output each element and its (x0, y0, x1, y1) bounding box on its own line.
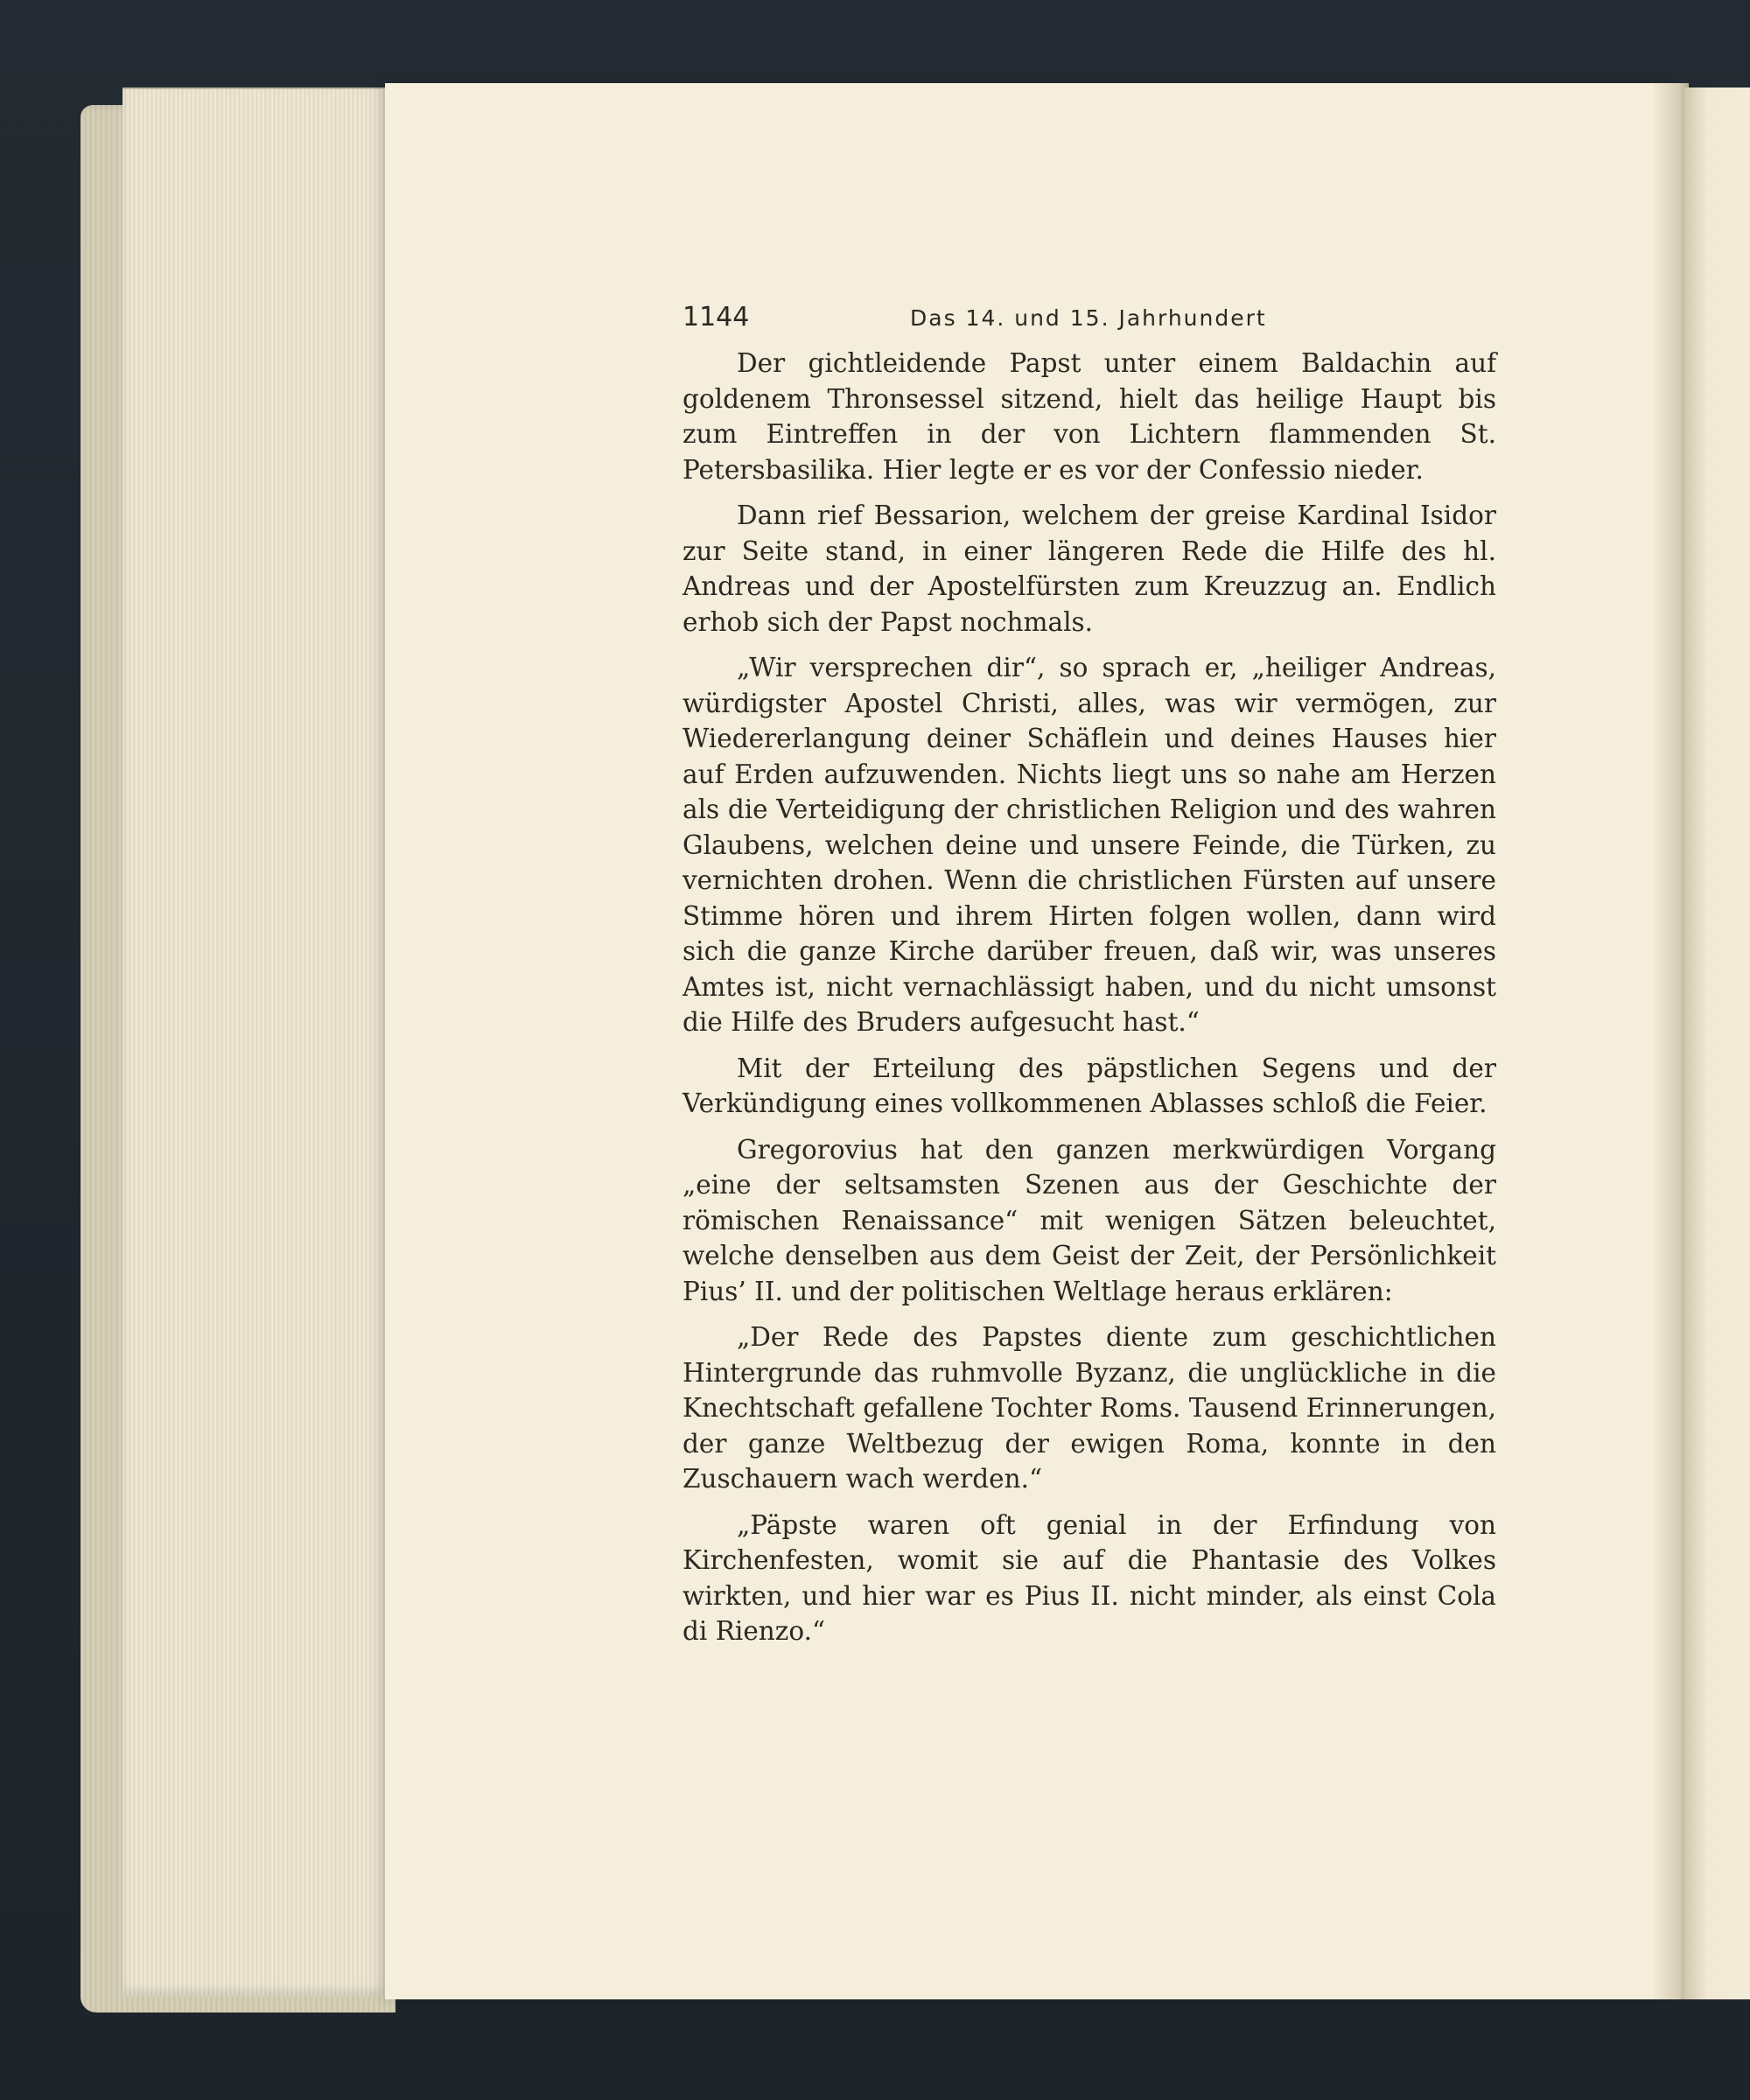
paragraph: „Päpste waren oft genial in der Erfindung von Kirchenfesten, womit sie auf die Phantasie des Volkes wirkten, und hier war es Pius II. nicht minder, als einst Cola di Rienzo.“ (682, 1509, 1496, 1646)
facing-page-edge (1684, 88, 1750, 1999)
page-gutter (1654, 83, 1689, 1999)
page-text-block (682, 302, 1496, 1660)
paragraph: „Wir versprechen dir“, so sprach er, „heiliger Andreas, würdigster Apostel Christi, alles, was wir vermögen, zur Wiedererlangung deiner Schäflein und deines Hauses hier auf Erden aufzuwenden. Nichts liegt uns so nahe am Herzen als die Verteidigung der christlichen Religion und des wahren Glaubens, welchen deine und unsere Feinde, die Türken, zu vernichten drohen. Wenn die christlichen Fürsten auf unsere Stimme hören und ihrem Hirten folgen wollen, dann wird sich die ganze Kirche darüber freuen, daß wir, was unseres Amtes ist, nicht vernachlässigt haben, und du nicht umsonst die Hilfe des Bruders aufgesucht hast.“ (682, 653, 1496, 1037)
paragraph: Mit der Erteilung des päpstlichen Segens und der Verkündigung eines vollkommenen Ablasses schloß die Feier. (682, 1053, 1496, 1118)
page-header (682, 302, 1496, 346)
page-edges (122, 88, 385, 1997)
paragraph: Gregorovius hat den ganzen merkwürdigen Vorgang „eine der seltsamsten Szenen aus der Geschichte der römischen Renaissance“ mit wenigen Sätzen beleuchtet, welche denselben aus dem Geist der Zeit, der Persönlichkeit Pius’ II. und der politischen Weltlage heraus erklären: (682, 1134, 1496, 1306)
running-head: Das 14. und 15. Jahrhundert (910, 305, 1267, 331)
paragraph: „Der Rede des Papstes diente zum geschichtlichen Hintergrunde das ruhmvolle Byzanz, die unglückliche in die Knechtschaft gefallene Tochter Roms. Tausend Erinnerungen, der ganze Weltbezug der ewigen Roma, konnte in den Zuschauern wach werden.“ (682, 1322, 1496, 1494)
paragraph: Dann rief Bessarion, welchem der greise Kardinal Isidor zur Seite stand, in einer längeren Rede die Hilfe des hl. Andreas und der Apostelfürsten zum Kreuzzug an. Endlich erhob sich der Papst nochmals. (682, 500, 1496, 637)
page-number: 1144 (682, 302, 750, 332)
paragraph: Der gichtleidende Papst unter einem Baldachin auf goldenem Thronsessel sitzend, hielt das heilige Haupt bis zum Eintreffen in der von Lichtern flammenden St. Petersbasilika. Hier legte er es vor der Confessio nieder. (682, 348, 1496, 485)
